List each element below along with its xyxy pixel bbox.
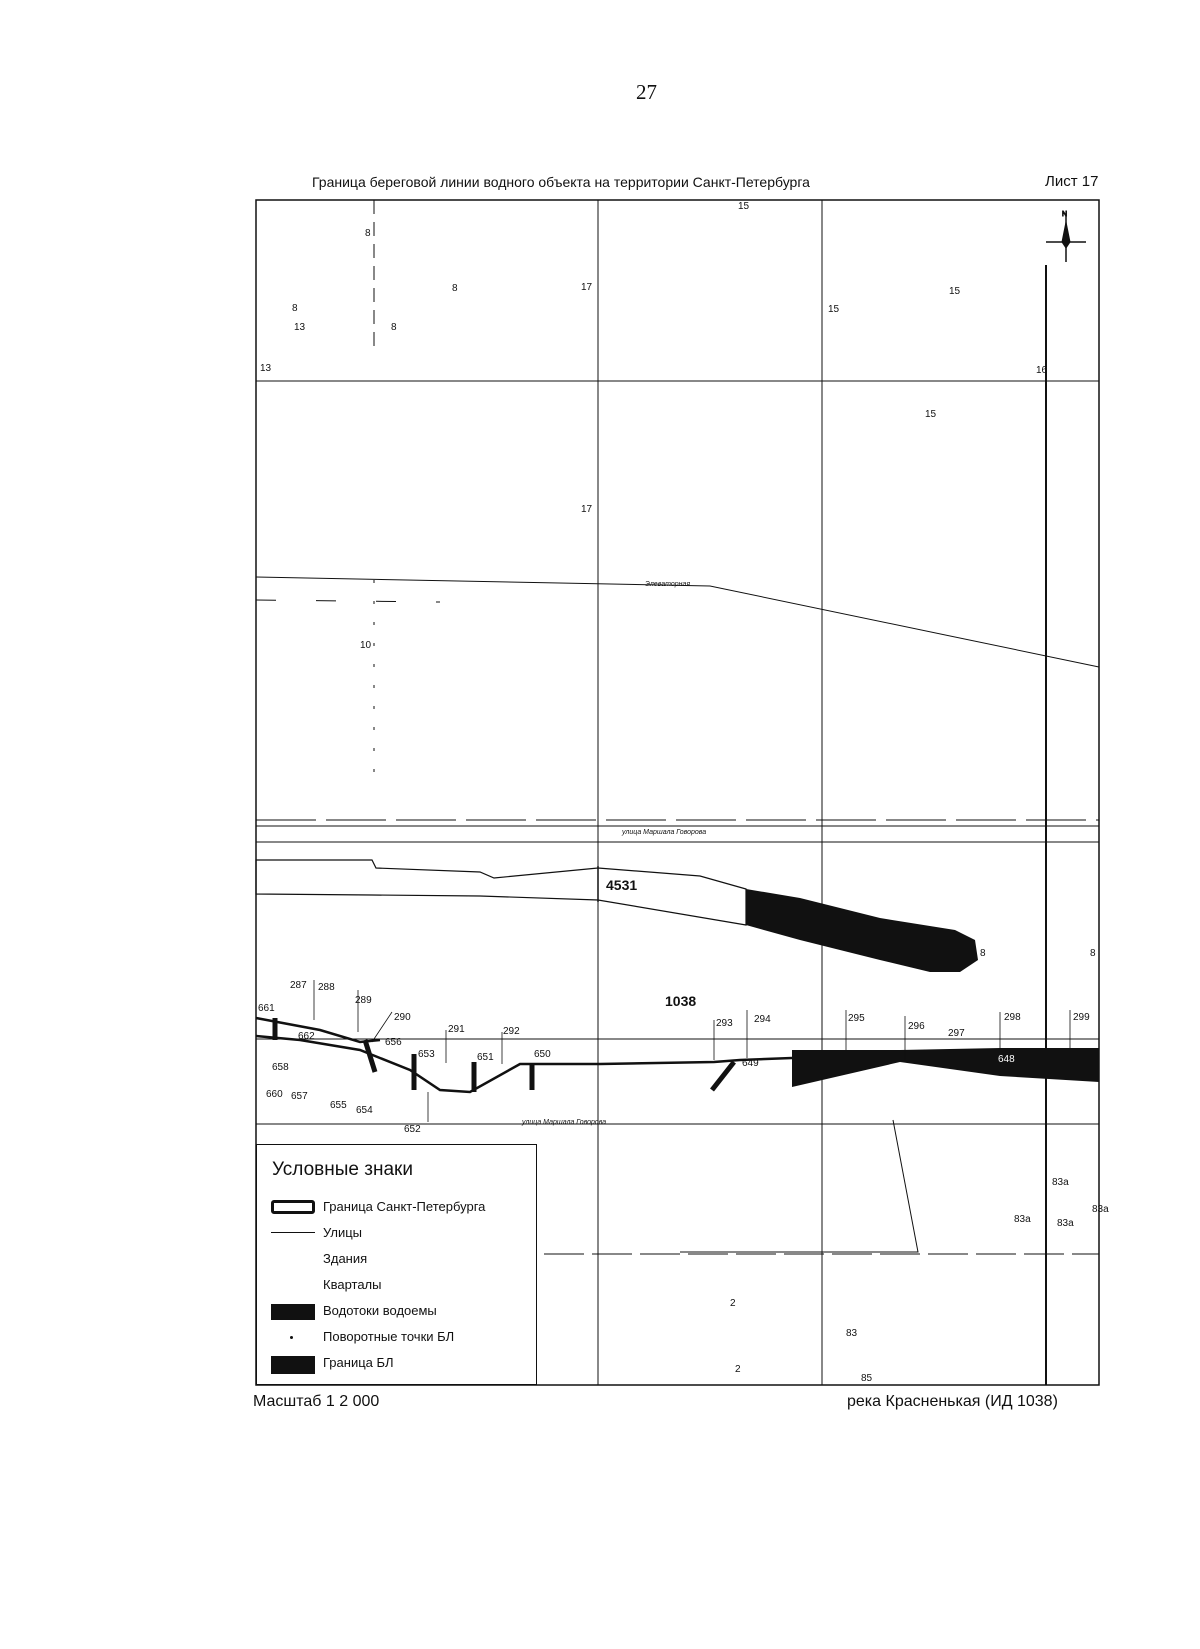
legend-item-label: Улицы bbox=[323, 1225, 363, 1240]
legend-dot-symbol bbox=[290, 1336, 293, 1339]
svg-text:291: 291 bbox=[448, 1024, 465, 1035]
svg-text:83: 83 bbox=[846, 1328, 858, 1339]
svg-text:648: 648 bbox=[998, 1054, 1015, 1065]
svg-text:8: 8 bbox=[292, 303, 298, 314]
svg-text:8: 8 bbox=[452, 283, 458, 294]
parcel-4531 bbox=[256, 860, 746, 925]
svg-text:85: 85 bbox=[861, 1373, 873, 1384]
legend-item-water bbox=[271, 1301, 531, 1321]
river-name: река Красненькая (ИД 1038) bbox=[847, 1393, 1058, 1410]
svg-text:299: 299 bbox=[1073, 1012, 1090, 1023]
svg-text:287: 287 bbox=[290, 980, 307, 991]
svg-text:15: 15 bbox=[828, 304, 840, 315]
svg-text:651: 651 bbox=[477, 1052, 494, 1063]
legend-item-shoreline bbox=[271, 1353, 531, 1373]
legend-item-quarters bbox=[271, 1275, 531, 1295]
svg-text:656: 656 bbox=[385, 1037, 402, 1048]
svg-text:15: 15 bbox=[949, 286, 961, 297]
svg-text:8: 8 bbox=[980, 948, 986, 959]
legend-outline-symbol bbox=[271, 1200, 315, 1214]
svg-text:15: 15 bbox=[925, 409, 937, 420]
svg-text:улица Маршала Говорова: улица Маршала Говорова bbox=[622, 829, 707, 836]
legend-item-label: Граница Санкт-Петербурга bbox=[323, 1199, 486, 1214]
svg-text:658: 658 bbox=[272, 1062, 289, 1073]
svg-text:83а: 83а bbox=[1052, 1177, 1069, 1188]
parcel-1038-label: 1038 bbox=[665, 993, 697, 1009]
svg-text:655: 655 bbox=[330, 1100, 347, 1111]
legend-item-label: Поворотные точки БЛ bbox=[323, 1329, 455, 1344]
legend-line-symbol bbox=[271, 1232, 315, 1233]
page-number: 27 bbox=[636, 80, 657, 104]
legend-item-label: Кварталы bbox=[323, 1277, 382, 1292]
map-title: Граница береговой линии водного объекта на территории Санкт-Петербурга bbox=[312, 174, 810, 190]
svg-text:653: 653 bbox=[418, 1049, 435, 1060]
svg-text:288: 288 bbox=[318, 982, 335, 993]
north-arrow bbox=[1046, 211, 1086, 262]
svg-text:8: 8 bbox=[391, 322, 397, 333]
svg-text:292: 292 bbox=[503, 1026, 520, 1037]
sheet-number: Лист 17 bbox=[1045, 173, 1099, 190]
map-legend bbox=[256, 1144, 537, 1385]
svg-text:293: 293 bbox=[716, 1018, 733, 1029]
legend-title: Условные знаки bbox=[272, 1159, 413, 1180]
shoreline-boundary bbox=[256, 1036, 792, 1092]
svg-text:8: 8 bbox=[365, 228, 371, 239]
svg-text:83а: 83а bbox=[1092, 1204, 1109, 1215]
svg-text:17: 17 bbox=[581, 282, 593, 293]
svg-text:8: 8 bbox=[1090, 948, 1096, 959]
legend-fill-symbol bbox=[271, 1304, 315, 1320]
svg-text:296: 296 bbox=[908, 1021, 925, 1032]
svg-text:83а: 83а bbox=[1014, 1214, 1031, 1225]
svg-text:2: 2 bbox=[730, 1298, 736, 1309]
legend-item-label: Здания bbox=[323, 1251, 368, 1266]
water-body-lower bbox=[792, 1048, 1099, 1087]
svg-text:13: 13 bbox=[260, 363, 272, 374]
legend-item-buildings bbox=[271, 1249, 531, 1269]
legend-item-label: Граница БЛ bbox=[323, 1355, 394, 1370]
svg-text:657: 657 bbox=[291, 1091, 308, 1102]
legend-item-streets bbox=[271, 1223, 531, 1243]
svg-text:15: 15 bbox=[738, 201, 750, 212]
svg-text:649: 649 bbox=[742, 1058, 759, 1069]
svg-text:16: 16 bbox=[1036, 365, 1048, 376]
svg-text:297: 297 bbox=[948, 1028, 965, 1039]
svg-text:298: 298 bbox=[1004, 1012, 1021, 1023]
svg-text:17: 17 bbox=[581, 504, 593, 515]
svg-text:2: 2 bbox=[735, 1364, 741, 1375]
svg-text:660: 660 bbox=[266, 1089, 283, 1100]
svg-text:улица Маршала Говорова: улица Маршала Говорова bbox=[522, 1119, 607, 1126]
svg-text:289: 289 bbox=[355, 995, 372, 1006]
water-body-upper bbox=[746, 889, 978, 972]
parcel-4531-label: 4531 bbox=[606, 877, 638, 893]
boundary-point-numbers bbox=[258, 948, 1096, 1135]
legend-item-turning-points bbox=[271, 1327, 531, 1347]
svg-text:83а: 83а bbox=[1057, 1218, 1074, 1229]
svg-text:Элеваторная: Элеваторная bbox=[645, 581, 691, 588]
svg-text:654: 654 bbox=[356, 1105, 373, 1116]
svg-text:N: N bbox=[1062, 211, 1068, 218]
legend-item-label: Водотоки водоемы bbox=[323, 1303, 437, 1318]
svg-text:13: 13 bbox=[294, 322, 306, 333]
svg-text:295: 295 bbox=[848, 1013, 865, 1024]
svg-text:652: 652 bbox=[404, 1124, 421, 1135]
svg-text:10: 10 bbox=[360, 640, 372, 651]
svg-text:661: 661 bbox=[258, 1003, 275, 1014]
svg-text:290: 290 bbox=[394, 1012, 411, 1023]
svg-text:662: 662 bbox=[298, 1031, 315, 1042]
legend-fill-symbol bbox=[271, 1356, 315, 1374]
svg-text:650: 650 bbox=[534, 1049, 551, 1060]
svg-text:294: 294 bbox=[754, 1014, 771, 1025]
legend-item-city-boundary bbox=[271, 1197, 531, 1217]
map-scale: Масштаб 1 2 000 bbox=[253, 1393, 380, 1410]
